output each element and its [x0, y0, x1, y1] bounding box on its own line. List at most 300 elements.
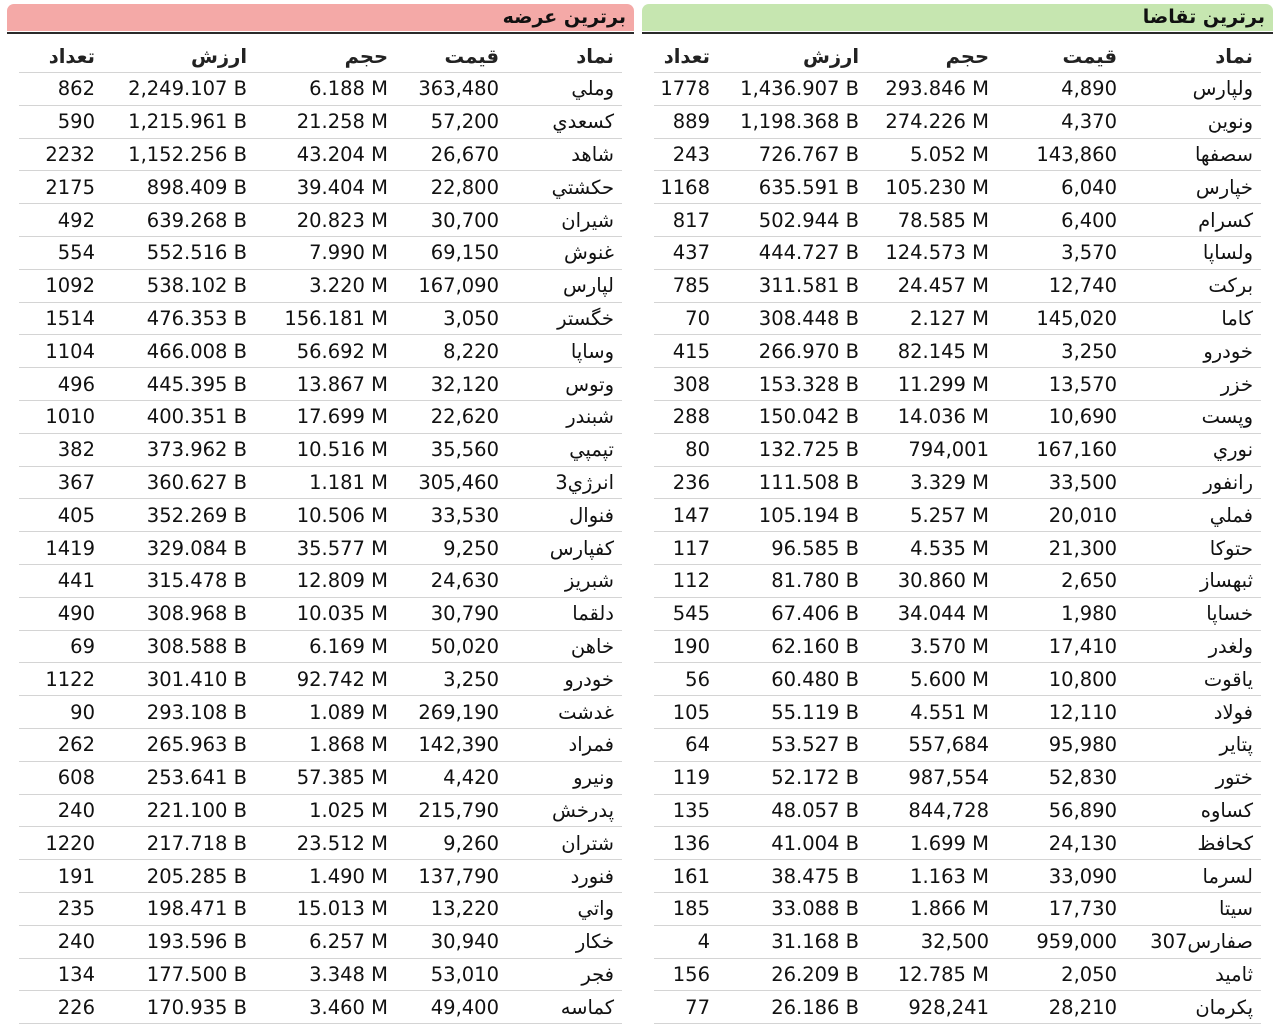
cell-count: 235 — [57, 897, 95, 921]
table-row[interactable] — [19, 368, 622, 401]
cell-volume: 5.600 M — [910, 667, 989, 691]
table-row[interactable] — [654, 434, 1261, 467]
cell-symbol: انرژي3 — [555, 470, 614, 494]
cell-price: 2,650 — [1061, 569, 1117, 593]
cell-symbol: صفارس307 — [1150, 930, 1253, 954]
table-row[interactable] — [654, 696, 1261, 729]
table-row[interactable] — [19, 631, 622, 664]
cell-count: 1168 — [660, 175, 710, 199]
cell-symbol: شاهد — [571, 142, 614, 166]
cell-price: 143,860 — [1036, 142, 1117, 166]
cell-symbol: حکشتي — [551, 175, 614, 199]
cell-count: 817 — [672, 208, 710, 232]
table-row[interactable] — [19, 729, 622, 762]
cell-count: 117 — [672, 536, 710, 560]
cell-value: 205.285 B — [146, 864, 247, 888]
cell-volume: 92.742 M — [296, 667, 388, 691]
cell-count: 56 — [685, 667, 710, 691]
cell-count: 80 — [685, 438, 710, 462]
cell-value: 726.767 B — [758, 142, 859, 166]
cell-count: 545 — [672, 602, 710, 626]
cell-volume: 3.220 M — [309, 274, 388, 298]
cell-count: 785 — [672, 274, 710, 298]
table-row[interactable] — [19, 434, 622, 467]
cell-price: 8,220 — [443, 339, 499, 363]
cell-value: 308.588 B — [146, 634, 247, 658]
cell-value: 153.328 B — [758, 372, 859, 396]
cell-volume: 21.258 M — [296, 110, 388, 134]
table-row[interactable] — [19, 532, 622, 565]
table-row[interactable] — [19, 106, 622, 139]
table-row[interactable] — [654, 795, 1261, 828]
cell-value: 400.351 B — [146, 405, 247, 429]
cell-count: 236 — [672, 470, 710, 494]
cell-count: 70 — [685, 306, 710, 330]
cell-count: 119 — [672, 766, 710, 790]
cell-price: 30,790 — [430, 602, 499, 626]
cell-count: 1514 — [45, 306, 95, 330]
demand-panel-header — [642, 4, 1273, 31]
cell-symbol: تپمپي — [569, 438, 614, 462]
cell-volume: 1.699 M — [910, 831, 989, 855]
table-row[interactable] — [19, 827, 622, 860]
cell-symbol: واتي — [577, 897, 614, 921]
cell-volume: 4.535 M — [910, 536, 989, 560]
cell-price: 142,390 — [418, 733, 499, 757]
col-header-volume[interactable]: حجم — [945, 44, 989, 68]
cell-symbol: کساوه — [1200, 798, 1253, 822]
cell-count: 2232 — [45, 142, 95, 166]
table-row[interactable] — [654, 663, 1261, 696]
cell-value: 53.527 B — [771, 733, 859, 757]
cell-count: 136 — [672, 831, 710, 855]
cell-value: 466.008 B — [146, 339, 247, 363]
cell-count: 1778 — [660, 77, 710, 101]
cell-symbol: خزر — [1220, 372, 1253, 396]
cell-price: 33,500 — [1048, 470, 1117, 494]
cell-symbol: ثبهساز — [1199, 569, 1253, 593]
cell-count: 69 — [70, 634, 95, 658]
cell-symbol: رانفور — [1203, 470, 1253, 494]
col-header-price[interactable]: قیمت — [1062, 44, 1117, 68]
table-row[interactable] — [19, 270, 622, 303]
cell-count: 405 — [57, 503, 95, 527]
cell-count: 288 — [672, 405, 710, 429]
cell-count: 496 — [57, 372, 95, 396]
cell-count: 1220 — [45, 831, 95, 855]
cell-symbol: فنوال — [569, 503, 614, 527]
cell-price: 30,940 — [430, 930, 499, 954]
cell-value: 502.944 B — [758, 208, 859, 232]
cell-price: 363,480 — [418, 77, 499, 101]
table-row[interactable] — [654, 270, 1261, 303]
table-row[interactable] — [654, 171, 1261, 204]
cell-price: 24,630 — [430, 569, 499, 593]
cell-count: 554 — [57, 241, 95, 265]
cell-symbol: لسرما — [1202, 864, 1253, 888]
supply-table-header-row — [19, 40, 622, 73]
cell-symbol: غدشت — [558, 700, 614, 724]
table-row[interactable] — [654, 860, 1261, 893]
cell-price: 10,800 — [1048, 667, 1117, 691]
cell-volume: 17.699 M — [296, 405, 388, 429]
cell-price: 49,400 — [430, 995, 499, 1019]
cell-count: 161 — [672, 864, 710, 888]
cell-volume: 928,241 — [908, 995, 989, 1019]
cell-count: 862 — [57, 77, 95, 101]
cell-value: 26.186 B — [771, 995, 859, 1019]
col-header-count[interactable]: تعداد — [48, 44, 95, 68]
cell-count: 1104 — [45, 339, 95, 363]
cell-count: 190 — [672, 634, 710, 658]
cell-price: 22,800 — [430, 175, 499, 199]
cell-price: 17,730 — [1048, 897, 1117, 921]
cell-symbol: پدرخش — [552, 798, 614, 822]
cell-symbol: یاقوت — [1203, 667, 1253, 691]
cell-value: 311.581 B — [758, 274, 859, 298]
cell-symbol: خاهن — [570, 634, 614, 658]
table-row[interactable] — [19, 893, 622, 926]
cell-volume: 794,001 — [908, 438, 989, 462]
cell-value: 373.962 B — [146, 438, 247, 462]
cell-volume: 3.329 M — [910, 470, 989, 494]
cell-price: 3,050 — [443, 306, 499, 330]
cell-count: 156 — [672, 962, 710, 986]
cell-volume: 78.585 M — [897, 208, 989, 232]
cell-volume: 57.385 M — [296, 766, 388, 790]
cell-price: 57,200 — [430, 110, 499, 134]
cell-symbol: غنوش — [564, 241, 614, 265]
cell-price: 26,670 — [430, 142, 499, 166]
cell-symbol: برکت — [1208, 274, 1253, 298]
cell-volume: 124.573 M — [885, 241, 989, 265]
cell-count: 243 — [672, 142, 710, 166]
cell-volume: 32,500 — [920, 930, 989, 954]
cell-count: 2175 — [45, 175, 95, 199]
cell-price: 3,250 — [1061, 339, 1117, 363]
cell-symbol: شبندر — [566, 405, 614, 429]
col-header-volume[interactable]: حجم — [344, 44, 388, 68]
cell-price: 4,890 — [1061, 77, 1117, 101]
table-row[interactable] — [654, 401, 1261, 434]
table-row[interactable] — [19, 860, 622, 893]
cell-value: 132.725 B — [758, 438, 859, 462]
cell-volume: 12.785 M — [897, 962, 989, 986]
cell-price: 17,410 — [1048, 634, 1117, 658]
cell-symbol: وساپا — [570, 339, 614, 363]
cell-count: 185 — [672, 897, 710, 921]
cell-price: 3,250 — [443, 667, 499, 691]
cell-value: 1,198.368 B — [740, 110, 859, 134]
cell-symbol: خپارس — [1195, 175, 1253, 199]
cell-volume: 5.257 M — [910, 503, 989, 527]
cell-count: 262 — [57, 733, 95, 757]
cell-price: 50,020 — [430, 634, 499, 658]
cell-value: 60.480 B — [771, 667, 859, 691]
cell-symbol: ثامید — [1215, 962, 1253, 986]
cell-value: 301.410 B — [146, 667, 247, 691]
table-row[interactable] — [654, 335, 1261, 368]
cell-value: 352.269 B — [146, 503, 247, 527]
cell-value: 38.475 B — [771, 864, 859, 888]
cell-count: 64 — [685, 733, 710, 757]
cell-price: 1,980 — [1061, 602, 1117, 626]
cell-symbol: ونیرو — [573, 766, 614, 790]
cell-value: 52.172 B — [771, 766, 859, 790]
cell-price: 20,010 — [1048, 503, 1117, 527]
cell-value: 81.780 B — [771, 569, 859, 593]
table-row[interactable] — [19, 696, 622, 729]
table-row[interactable] — [19, 991, 622, 1024]
table-row[interactable] — [19, 139, 622, 172]
table-row[interactable] — [19, 237, 622, 270]
cell-count: 135 — [672, 798, 710, 822]
demand-title: برترین تقاضا — [1142, 6, 1265, 28]
cell-volume: 13.867 M — [296, 372, 388, 396]
table-row[interactable] — [654, 73, 1261, 106]
table-row[interactable] — [19, 795, 622, 828]
cell-count: 240 — [57, 798, 95, 822]
cell-value: 444.727 B — [758, 241, 859, 265]
cell-count: 1092 — [45, 274, 95, 298]
cell-symbol: فمراد — [568, 733, 614, 757]
cell-count: 226 — [57, 995, 95, 1019]
cell-count: 308 — [672, 372, 710, 396]
table-row[interactable] — [654, 106, 1261, 139]
demand-header-divider — [642, 32, 1273, 34]
table-row[interactable] — [654, 631, 1261, 664]
table-row[interactable] — [19, 499, 622, 532]
cell-volume: 1.490 M — [309, 864, 388, 888]
table-row[interactable] — [654, 368, 1261, 401]
cell-count: 77 — [685, 995, 710, 1019]
col-header-price[interactable]: قیمت — [444, 44, 499, 68]
cell-price: 24,130 — [1048, 831, 1117, 855]
table-row[interactable] — [19, 598, 622, 631]
cell-symbol: کسعدي — [552, 110, 614, 134]
cell-price: 6,400 — [1061, 208, 1117, 232]
supply-panel-header — [7, 4, 634, 31]
cell-count: 105 — [672, 700, 710, 724]
cell-count: 889 — [672, 110, 710, 134]
cell-volume: 12.809 M — [296, 569, 388, 593]
table-row[interactable] — [19, 467, 622, 500]
cell-price: 52,830 — [1048, 766, 1117, 790]
table-row[interactable] — [19, 303, 622, 336]
cell-value: 111.508 B — [758, 470, 859, 494]
cell-count: 191 — [57, 864, 95, 888]
cell-count: 1122 — [45, 667, 95, 691]
cell-value: 253.641 B — [146, 766, 247, 790]
cell-volume: 1.089 M — [309, 700, 388, 724]
cell-count: 367 — [57, 470, 95, 494]
supply-header-divider — [7, 32, 634, 34]
cell-value: 26.209 B — [771, 962, 859, 986]
cell-price: 215,790 — [418, 798, 499, 822]
cell-volume: 20.823 M — [296, 208, 388, 232]
col-header-count[interactable]: تعداد — [663, 44, 710, 68]
cell-price: 2,050 — [1061, 962, 1117, 986]
cell-volume: 844,728 — [908, 798, 989, 822]
cell-symbol: فولاد — [1213, 700, 1253, 724]
cell-value: 1,152.256 B — [128, 142, 247, 166]
cell-value: 538.102 B — [146, 274, 247, 298]
cell-count: 147 — [672, 503, 710, 527]
table-row[interactable] — [19, 401, 622, 434]
cell-price: 21,300 — [1048, 536, 1117, 560]
cell-volume: 39.404 M — [296, 175, 388, 199]
cell-price: 12,740 — [1048, 274, 1117, 298]
cell-count: 134 — [57, 962, 95, 986]
table-row[interactable] — [654, 204, 1261, 237]
table-row[interactable] — [19, 73, 622, 106]
cell-volume: 1.181 M — [309, 470, 388, 494]
cell-symbol: سصفها — [1194, 142, 1253, 166]
col-header-value[interactable]: ارزش — [802, 44, 859, 68]
table-row[interactable] — [19, 335, 622, 368]
table-row[interactable] — [654, 926, 1261, 959]
cell-value: 170.935 B — [146, 995, 247, 1019]
table-row[interactable] — [654, 762, 1261, 795]
cell-value: 265.963 B — [146, 733, 247, 757]
table-row[interactable] — [654, 237, 1261, 270]
cell-symbol: خکار — [575, 930, 614, 954]
cell-count: 441 — [57, 569, 95, 593]
demand-table — [654, 40, 1261, 1024]
cell-value: 198.471 B — [146, 897, 247, 921]
cell-count: 415 — [672, 339, 710, 363]
table-row[interactable] — [654, 991, 1261, 1024]
supply-panel — [7, 0, 634, 1026]
col-header-value[interactable]: ارزش — [190, 44, 247, 68]
cell-count: 382 — [57, 438, 95, 462]
cell-symbol: پتایر — [1219, 733, 1253, 757]
cell-symbol: شیران — [561, 208, 614, 232]
cell-volume: 987,554 — [908, 766, 989, 790]
table-row[interactable] — [19, 959, 622, 992]
cell-value: 193.596 B — [146, 930, 247, 954]
cell-symbol: خودرو — [1203, 339, 1253, 363]
table-row[interactable] — [19, 171, 622, 204]
cell-volume: 5.052 M — [910, 142, 989, 166]
cell-symbol: کماسه — [560, 995, 614, 1019]
cell-symbol: فجر — [581, 962, 614, 986]
col-header-symbol[interactable]: نماد — [576, 44, 614, 68]
cell-price: 56,890 — [1048, 798, 1117, 822]
cell-price: 167,160 — [1036, 438, 1117, 462]
cell-count: 490 — [57, 602, 95, 626]
cell-symbol: خساپا — [1206, 602, 1253, 626]
table-row[interactable] — [19, 565, 622, 598]
cell-symbol: وملي — [571, 77, 614, 101]
cell-volume: 6.257 M — [309, 930, 388, 954]
cell-symbol: وتوس — [565, 372, 614, 396]
cell-value: 1,215.961 B — [128, 110, 247, 134]
cell-symbol: وپست — [1201, 405, 1253, 429]
table-row[interactable] — [19, 204, 622, 237]
table-row[interactable] — [654, 139, 1261, 172]
table-row[interactable] — [654, 565, 1261, 598]
cell-count: 1010 — [45, 405, 95, 429]
cell-volume: 1.868 M — [309, 733, 388, 757]
cell-symbol: شبریز — [564, 569, 614, 593]
cell-volume: 3.570 M — [910, 634, 989, 658]
cell-volume: 56.692 M — [296, 339, 388, 363]
table-row[interactable] — [654, 532, 1261, 565]
cell-price: 305,460 — [418, 470, 499, 494]
cell-value: 360.627 B — [146, 470, 247, 494]
cell-price: 28,210 — [1048, 995, 1117, 1019]
cell-count: 608 — [57, 766, 95, 790]
table-row[interactable] — [654, 893, 1261, 926]
cell-volume: 1.025 M — [309, 798, 388, 822]
demand-table-header-row — [654, 40, 1261, 73]
cell-price: 69,150 — [430, 241, 499, 265]
cell-value: 217.718 B — [146, 831, 247, 855]
cell-symbol: کحافظ — [1197, 831, 1253, 855]
table-row[interactable] — [654, 729, 1261, 762]
cell-value: 48.057 B — [771, 798, 859, 822]
cell-symbol: ختور — [1215, 766, 1253, 790]
cell-symbol: پکرمان — [1195, 995, 1253, 1019]
cell-value: 62.160 B — [771, 634, 859, 658]
col-header-symbol[interactable]: نماد — [1215, 44, 1253, 68]
cell-value: 293.108 B — [146, 700, 247, 724]
table-row[interactable] — [654, 827, 1261, 860]
cell-symbol: لپارس — [563, 274, 614, 298]
table-row[interactable] — [654, 303, 1261, 336]
cell-symbol: کاما — [1221, 306, 1253, 330]
cell-symbol: کفپارس — [549, 536, 614, 560]
cell-symbol: ولغدر — [1208, 634, 1253, 658]
cell-value: 221.100 B — [146, 798, 247, 822]
cell-volume: 274.226 M — [885, 110, 989, 134]
cell-value: 308.968 B — [146, 602, 247, 626]
supply-table — [19, 40, 622, 1024]
cell-price: 13,220 — [430, 897, 499, 921]
cell-value: 445.395 B — [146, 372, 247, 396]
cell-value: 96.585 B — [771, 536, 859, 560]
table-row[interactable] — [19, 663, 622, 696]
cell-price: 145,020 — [1036, 306, 1117, 330]
cell-volume: 7.990 M — [309, 241, 388, 265]
cell-price: 22,620 — [430, 405, 499, 429]
cell-value: 315.478 B — [146, 569, 247, 593]
cell-symbol: کسرام — [1198, 208, 1253, 232]
cell-value: 308.448 B — [758, 306, 859, 330]
table-row[interactable] — [19, 926, 622, 959]
cell-value: 150.042 B — [758, 405, 859, 429]
cell-volume: 14.036 M — [897, 405, 989, 429]
cell-symbol: خودرو — [564, 667, 614, 691]
table-row[interactable] — [654, 959, 1261, 992]
demand-panel — [642, 0, 1273, 1026]
cell-price: 13,570 — [1048, 372, 1117, 396]
cell-count: 240 — [57, 930, 95, 954]
cell-value: 33.088 B — [771, 897, 859, 921]
cell-volume: 6.188 M — [309, 77, 388, 101]
table-row[interactable] — [654, 467, 1261, 500]
cell-symbol: شتران — [561, 831, 614, 855]
table-row[interactable] — [654, 598, 1261, 631]
cell-value: 67.406 B — [771, 602, 859, 626]
table-row[interactable] — [19, 762, 622, 795]
cell-symbol: سیتا — [1218, 897, 1253, 921]
cell-value: 266.970 B — [758, 339, 859, 363]
cell-volume: 557,684 — [908, 733, 989, 757]
table-row[interactable] — [654, 499, 1261, 532]
cell-value: 177.500 B — [146, 962, 247, 986]
